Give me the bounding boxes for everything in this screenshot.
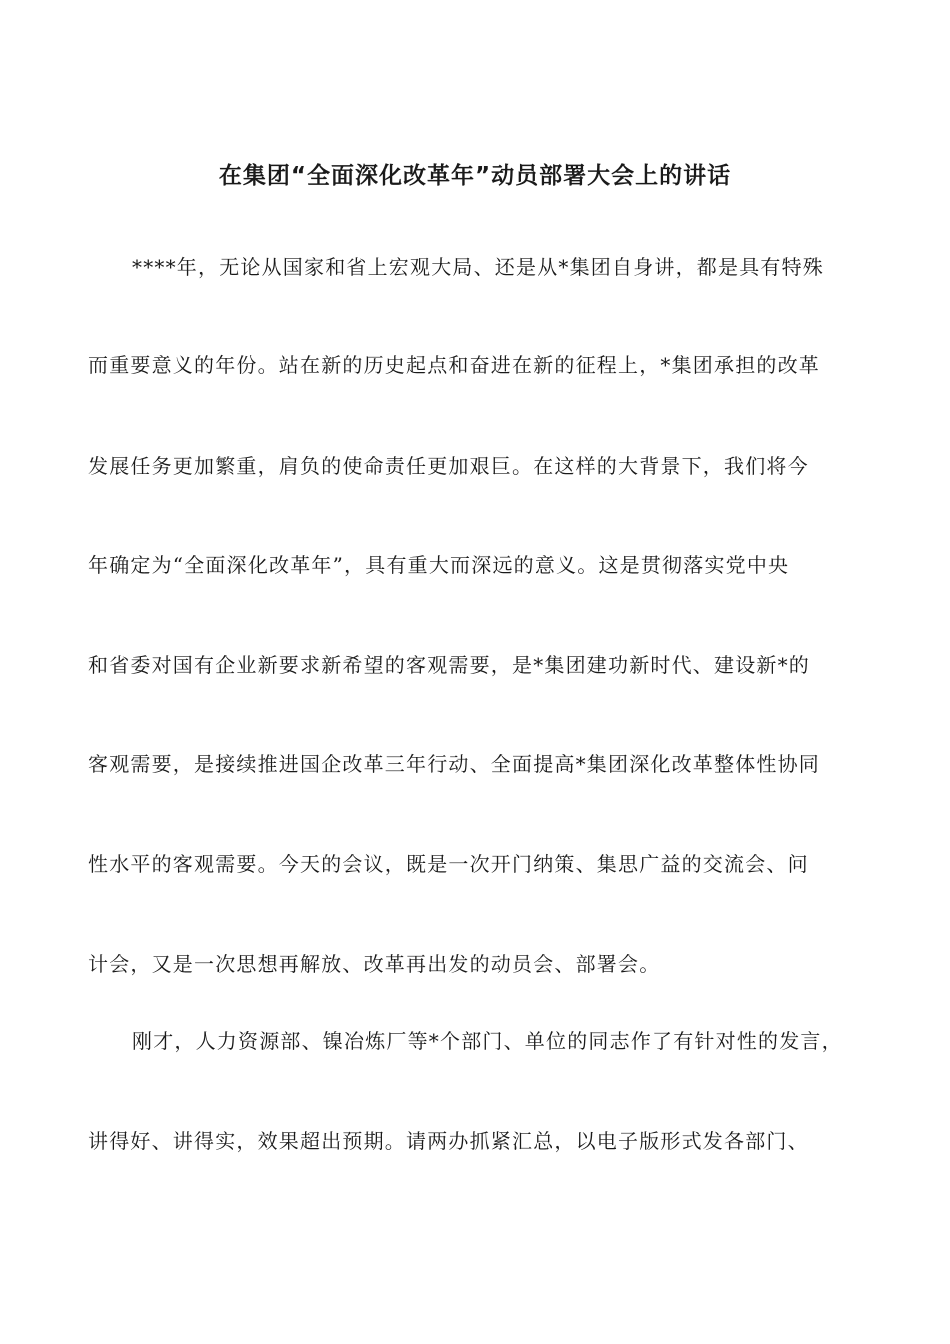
paragraph-1-line-4: 年确定为“全面深化改革年”，具有重大而深远的意义。这是贯彻落实党中央: [88, 553, 790, 577]
paragraph-2-line-1: 刚才，人力资源部、镍冶炼厂等*个部门、单位的同志作了有针对性的发言，: [132, 1029, 843, 1053]
paragraph-1-line-5: 和省委对国有企业新要求新希望的客观需要，是*集团建功新时代、建设新*的: [88, 653, 810, 677]
paragraph-1-line-6: 客观需要，是接续推进国企改革三年行动、全面提高*集团深化改革整体性协同: [88, 752, 820, 776]
paragraph-2-line-2: 讲得好、讲得实，效果超出预期。请两办抓紧汇总，以电子版形式发各部门、: [88, 1129, 809, 1153]
paragraph-1-line-7: 性水平的客观需要。今天的会议，既是一次开门纳策、集思广益的交流会、问: [88, 852, 809, 876]
paragraph-1-line-1: ****年，无论从国家和省上宏观大局、还是从*集团自身讲，都是具有特殊: [132, 255, 824, 279]
paragraph-1-line-8: 计会，又是一次思想再解放、改革再出发的动员会、部署会。: [88, 952, 661, 976]
document-title: 在集团“全面深化改革年”动员部署大会上的讲话: [218, 163, 732, 189]
paragraph-1-line-2: 而重要意义的年份。站在新的历史起点和奋进在新的征程上，*集团承担的改革: [88, 353, 820, 377]
paragraph-1-line-3: 发展任务更加繁重，肩负的使命责任更加艰巨。在这样的大背景下，我们将今: [88, 454, 809, 478]
